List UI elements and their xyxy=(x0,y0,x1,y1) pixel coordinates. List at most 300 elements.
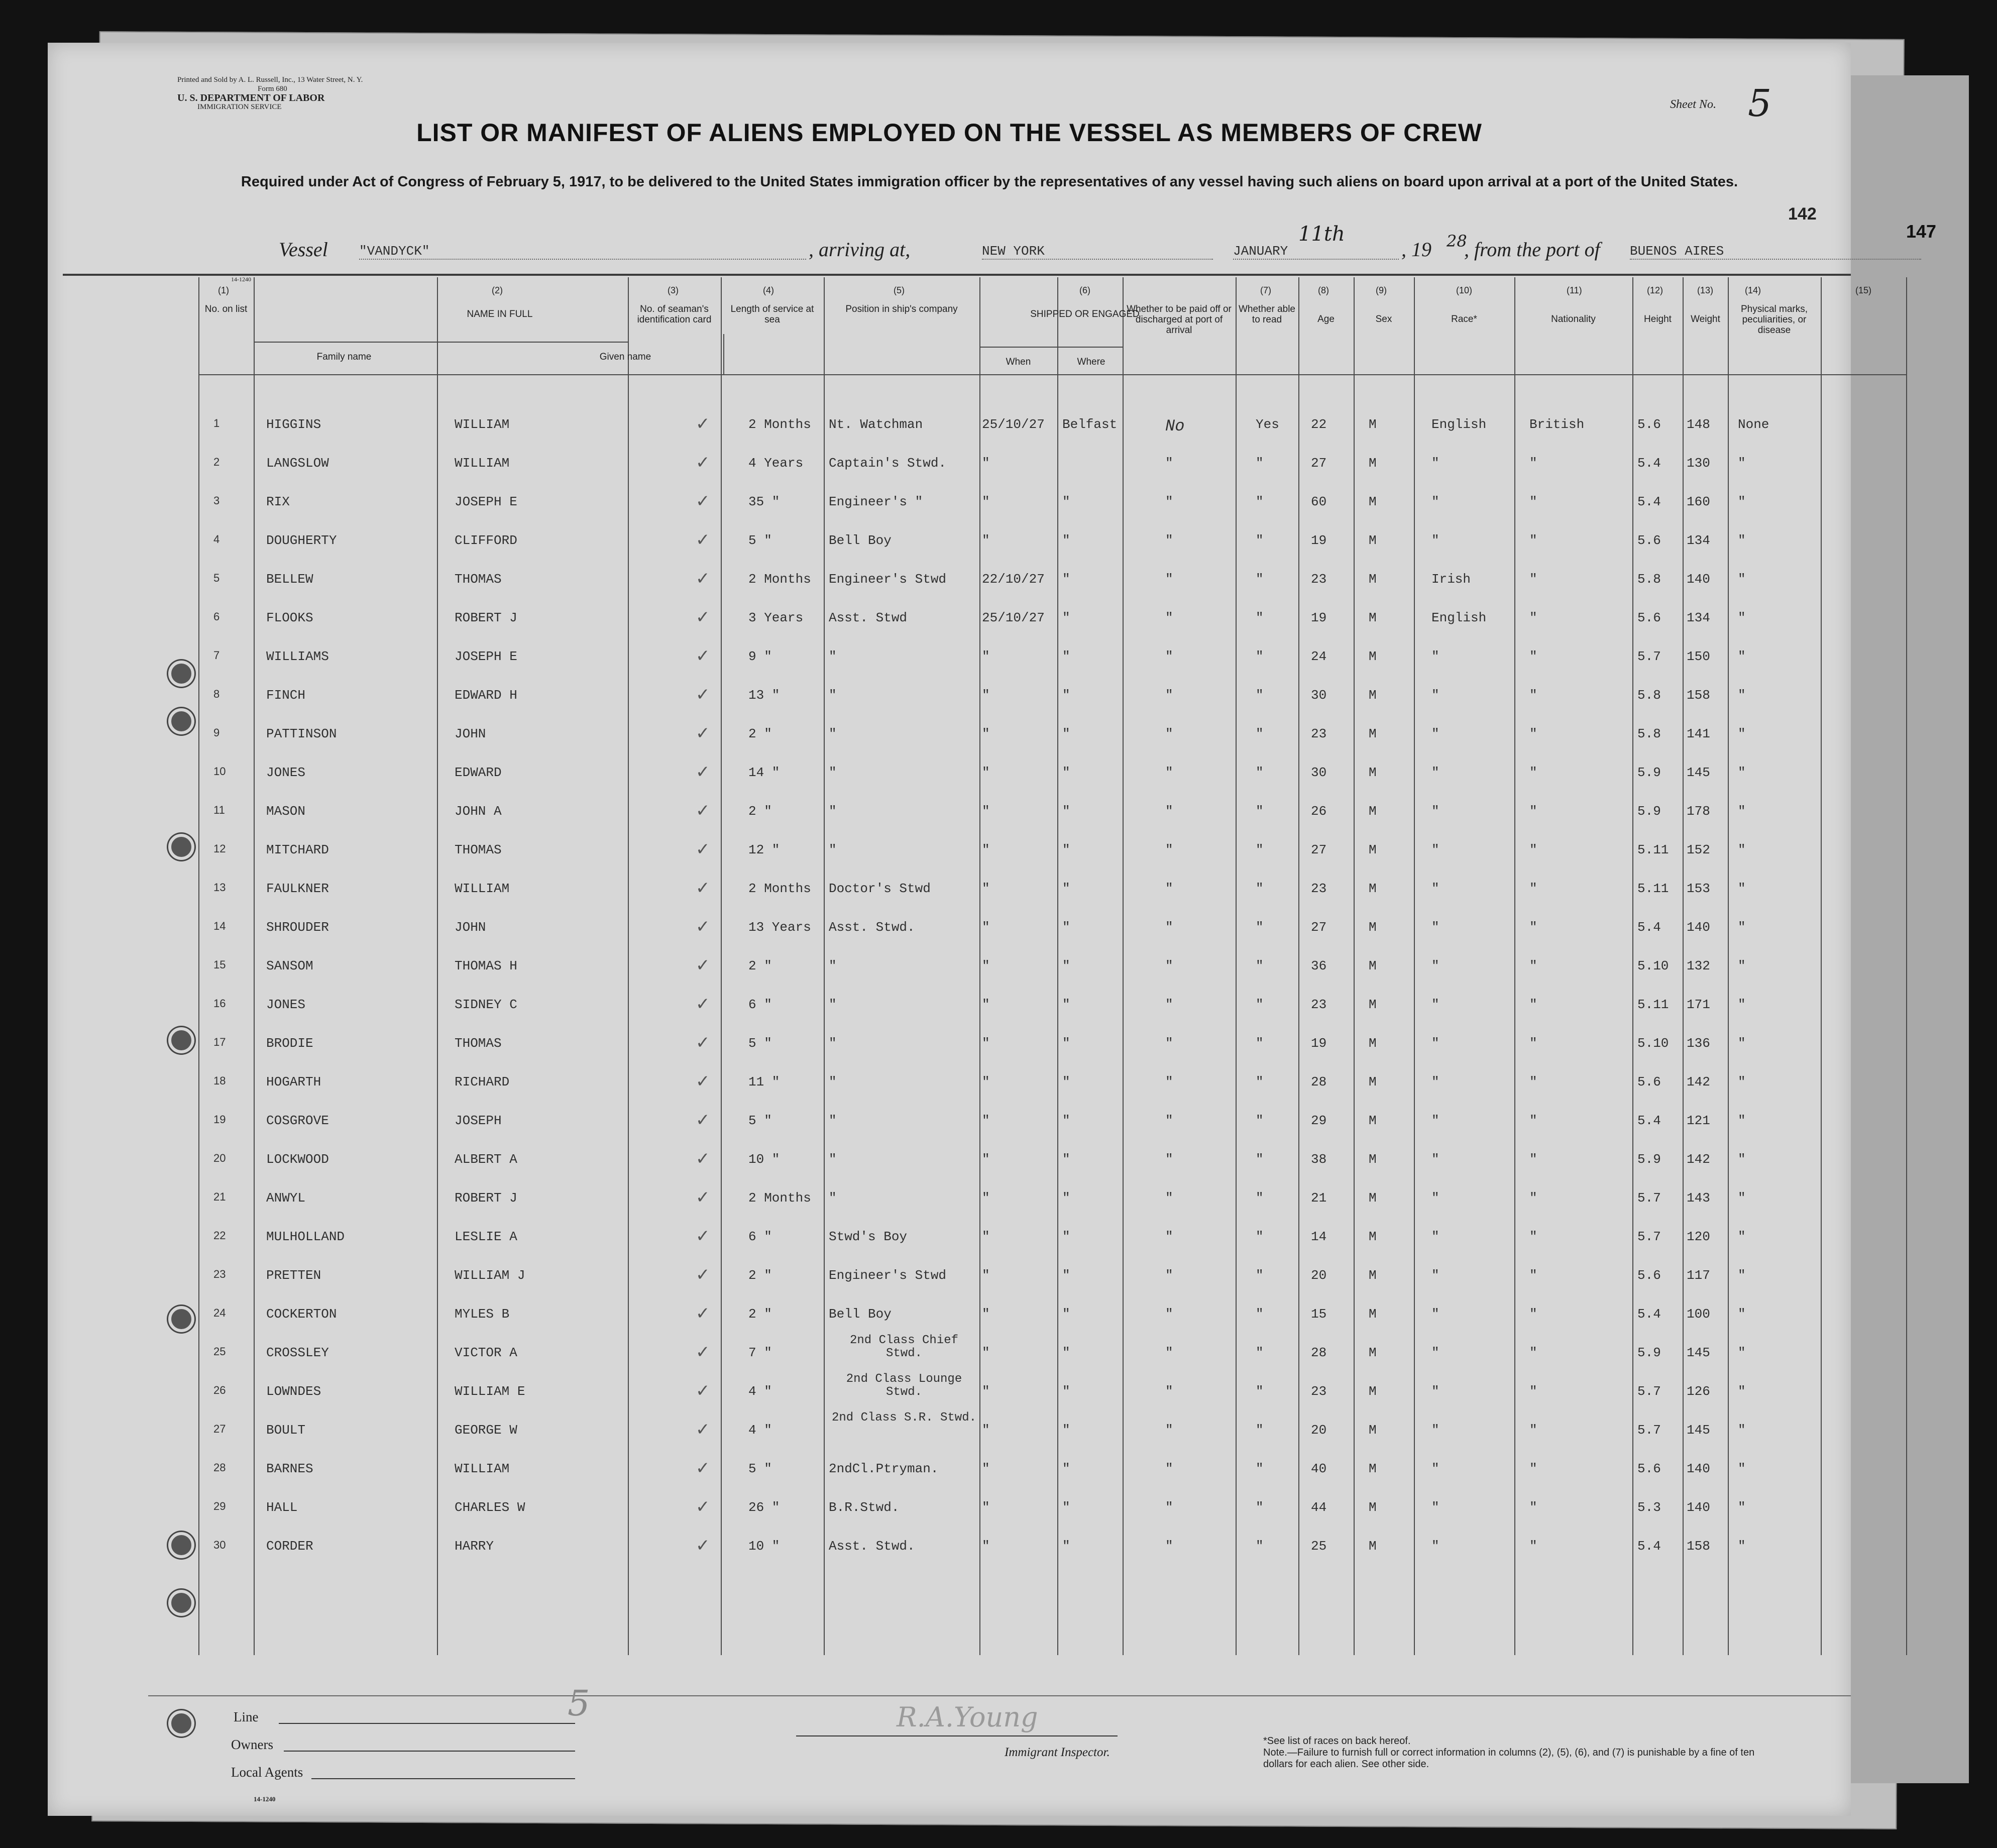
check-mark-icon: ✓ xyxy=(696,1033,710,1053)
age-cell: 22 xyxy=(1311,417,1327,432)
shipped-where-cell: Belfast xyxy=(1062,417,1118,432)
shipped-when-cell: " xyxy=(982,1074,990,1090)
shipped-where-cell: " xyxy=(1062,726,1070,741)
age-cell: 27 xyxy=(1311,920,1327,935)
check-mark-icon: ✓ xyxy=(696,1071,710,1092)
able-to-read-cell: " xyxy=(1256,456,1264,471)
weight-cell: 134 xyxy=(1687,533,1710,548)
row-number: 1 xyxy=(213,417,220,429)
paid-off-cell: No xyxy=(1165,417,1185,436)
check-mark-icon: ✓ xyxy=(696,1342,710,1362)
able-to-read-cell: " xyxy=(1256,1345,1264,1360)
height-cell: 5.6 xyxy=(1637,1074,1661,1090)
weight-cell: 100 xyxy=(1687,1307,1710,1322)
manifest-page xyxy=(48,43,1937,1816)
weight-cell: 142 xyxy=(1687,1074,1710,1090)
given-name-cell: EDWARD H xyxy=(455,688,517,703)
sex-cell: M xyxy=(1369,533,1377,548)
shipped-where-cell: " xyxy=(1062,842,1070,857)
race-cell: " xyxy=(1431,1345,1439,1360)
row-number: 11 xyxy=(213,804,225,816)
race-cell: " xyxy=(1431,1268,1439,1283)
shipped-when-cell: " xyxy=(982,1539,990,1554)
weight-cell: 142 xyxy=(1687,1152,1710,1167)
given-name-cell: ROBERT J xyxy=(455,610,517,625)
physical-marks-cell: " xyxy=(1738,920,1746,935)
nationality-cell: " xyxy=(1529,572,1537,587)
nationality-cell: " xyxy=(1529,533,1537,548)
shipped-when-cell: " xyxy=(982,881,990,896)
inspector-line xyxy=(796,1735,1118,1736)
age-cell: 25 xyxy=(1311,1539,1327,1554)
family-name-cell: FLOOKS xyxy=(266,610,313,625)
age-cell: 23 xyxy=(1311,572,1327,587)
column-number: (12) xyxy=(1647,285,1663,295)
physical-marks-cell: " xyxy=(1738,958,1746,973)
able-to-read-cell: " xyxy=(1256,688,1264,703)
height-cell: 5.8 xyxy=(1637,688,1661,703)
shipped-when-cell: " xyxy=(982,765,990,780)
sex-cell: M xyxy=(1369,1268,1377,1283)
nationality-cell: " xyxy=(1529,456,1537,471)
service-length-cell: 9 " xyxy=(748,649,772,664)
weight-cell: 158 xyxy=(1687,688,1710,703)
physical-marks-cell: " xyxy=(1738,572,1746,587)
given-name-cell: CLIFFORD xyxy=(455,533,517,548)
row-number: 26 xyxy=(213,1384,226,1396)
sex-cell: M xyxy=(1369,1384,1377,1399)
vessel-name: "VANDYCK" xyxy=(359,244,806,260)
shipped-when-cell: 22/10/27 xyxy=(982,572,1045,587)
given-name-cell: HARRY xyxy=(455,1539,494,1554)
column-number: (6) xyxy=(1079,285,1090,295)
physical-marks-cell: " xyxy=(1738,1307,1746,1322)
service-name: IMMIGRATION SERVICE xyxy=(197,103,282,111)
service-length-cell: 5 " xyxy=(748,533,772,548)
header-rule xyxy=(63,274,1851,276)
service-length-cell: 5 " xyxy=(748,1036,772,1051)
form-code-bottom: 14-1240 xyxy=(254,1795,276,1803)
service-length-cell: 13 Years xyxy=(748,920,811,935)
column-number: (10) xyxy=(1456,285,1473,295)
paid-off-cell: " xyxy=(1165,1345,1173,1360)
position-cell: 2nd Class Lounge Stwd. xyxy=(846,1372,962,1399)
position-cell: " xyxy=(829,1074,837,1090)
sex-cell: M xyxy=(1369,1500,1377,1515)
family-name-cell: BRODIE xyxy=(266,1036,313,1051)
column-number: (8) xyxy=(1318,285,1329,295)
shipped-when-cell: " xyxy=(982,533,990,548)
physical-marks-cell: " xyxy=(1738,842,1746,857)
shipped-when-cell: " xyxy=(982,456,990,471)
age-cell: 14 xyxy=(1311,1229,1327,1244)
shipped-where-cell: " xyxy=(1062,1268,1070,1283)
position-cell: Captain's Stwd. xyxy=(829,456,947,471)
age-cell: 19 xyxy=(1311,610,1327,625)
punch-hole xyxy=(168,1027,194,1053)
given-name-cell: JOSEPH E xyxy=(455,494,517,509)
able-to-read-cell: " xyxy=(1256,533,1264,548)
race-cell: Irish xyxy=(1431,572,1471,587)
shipped-when-cell: " xyxy=(982,1268,990,1283)
family-name-cell: COCKERTON xyxy=(266,1307,337,1322)
check-mark-icon: ✓ xyxy=(696,723,710,743)
physical-marks-cell: " xyxy=(1738,1113,1746,1128)
physical-marks-cell: " xyxy=(1738,1074,1746,1090)
nationality-cell: " xyxy=(1529,1152,1537,1167)
position-cell: Asst. Stwd xyxy=(829,610,908,625)
sex-cell: M xyxy=(1369,997,1377,1012)
given-name-cell: EDWARD xyxy=(455,765,502,780)
family-name-cell: JONES xyxy=(266,997,306,1012)
able-to-read-cell: " xyxy=(1256,1500,1264,1515)
column-number: (9) xyxy=(1376,285,1387,295)
column-rule xyxy=(1906,277,1907,1655)
shipped-where-cell: " xyxy=(1062,1345,1070,1360)
arrival-date: JANUARY xyxy=(1233,244,1399,260)
table-row xyxy=(48,1497,1851,1539)
age-cell: 38 xyxy=(1311,1152,1327,1167)
row-number: 21 xyxy=(213,1190,226,1203)
given-name-cell: RICHARD xyxy=(455,1074,510,1090)
arriving-label: , arriving at, xyxy=(809,238,911,261)
punch-hole xyxy=(168,708,194,734)
given-name-cell: CHARLES W xyxy=(455,1500,525,1515)
weight-cell: 126 xyxy=(1687,1384,1710,1399)
position-cell: " xyxy=(829,997,837,1012)
service-length-cell: 11 " xyxy=(748,1074,780,1090)
local-agents-label: Local Agents xyxy=(231,1765,303,1780)
shipped-where-cell: " xyxy=(1062,1036,1070,1051)
nationality-cell: " xyxy=(1529,1074,1537,1090)
departure-port: BUENOS AIRES xyxy=(1630,244,1921,260)
check-mark-icon: ✓ xyxy=(696,955,710,975)
height-cell: 5.6 xyxy=(1637,1461,1661,1476)
nationality-cell: " xyxy=(1529,765,1537,780)
header-height: Height xyxy=(1644,314,1672,324)
race-cell: " xyxy=(1431,1500,1439,1515)
paid-off-cell: " xyxy=(1165,1190,1173,1206)
check-mark-icon: ✓ xyxy=(696,917,710,937)
race-cell: " xyxy=(1431,1074,1439,1090)
race-cell: " xyxy=(1431,997,1439,1012)
physical-marks-cell: " xyxy=(1738,804,1746,819)
height-cell: 5.11 xyxy=(1637,997,1669,1012)
shipped-when-cell: " xyxy=(982,1423,990,1438)
height-cell: 5.6 xyxy=(1637,417,1661,432)
age-cell: 29 xyxy=(1311,1113,1327,1128)
shipped-where-cell: " xyxy=(1062,1384,1070,1399)
paid-off-cell: " xyxy=(1165,920,1173,935)
given-name-cell: ROBERT J xyxy=(455,1190,517,1206)
age-cell: 20 xyxy=(1311,1268,1327,1283)
row-number: 20 xyxy=(213,1152,226,1164)
shipped-when-cell: " xyxy=(982,958,990,973)
able-to-read-cell: " xyxy=(1256,881,1264,896)
weight-cell: 145 xyxy=(1687,1423,1710,1438)
service-length-cell: 7 " xyxy=(748,1345,772,1360)
race-cell: " xyxy=(1431,1152,1439,1167)
given-name-cell: WILLIAM xyxy=(455,1461,510,1476)
age-cell: 26 xyxy=(1311,804,1327,819)
row-number: 27 xyxy=(213,1423,226,1435)
table-row xyxy=(48,994,1851,1036)
shipped-where-cell: " xyxy=(1062,1074,1070,1090)
age-cell: 28 xyxy=(1311,1345,1327,1360)
shipped-where-cell: " xyxy=(1062,533,1070,548)
header-nationality: Nationality xyxy=(1551,314,1596,324)
position-cell: Bell Boy xyxy=(829,533,892,548)
nationality-cell: " xyxy=(1529,1384,1537,1399)
row-number: 16 xyxy=(213,997,226,1010)
family-name-cell: BARNES xyxy=(266,1461,313,1476)
header-given-name: Given name xyxy=(599,352,651,362)
height-cell: 5.3 xyxy=(1637,1500,1661,1515)
sex-cell: M xyxy=(1369,649,1377,664)
position-cell: Stwd's Boy xyxy=(829,1229,908,1244)
able-to-read-cell: " xyxy=(1256,726,1264,741)
physical-marks-cell: " xyxy=(1738,688,1746,703)
physical-marks-cell: " xyxy=(1738,1229,1746,1244)
family-name-cell: DOUGHERTY xyxy=(266,533,337,548)
position-cell: " xyxy=(829,958,837,973)
paid-off-cell: " xyxy=(1165,958,1173,973)
row-number: 29 xyxy=(213,1500,226,1512)
weight-cell: 148 xyxy=(1687,417,1710,432)
age-cell: 19 xyxy=(1311,1036,1327,1051)
shipped-where-cell: " xyxy=(1062,958,1070,973)
given-name-cell: WILLIAM xyxy=(455,417,510,432)
able-to-read-cell: " xyxy=(1256,1229,1264,1244)
family-name-cell: FINCH xyxy=(266,688,306,703)
shipped-when-cell: 25/10/27 xyxy=(982,610,1045,625)
height-cell: 5.10 xyxy=(1637,958,1669,973)
weight-cell: 141 xyxy=(1687,726,1710,741)
shipped-where-cell: " xyxy=(1062,610,1070,625)
shipped-where-cell: " xyxy=(1062,1423,1070,1438)
height-cell: 5.11 xyxy=(1637,842,1669,857)
header-name-in-full: NAME IN FULL xyxy=(467,309,533,319)
height-cell: 5.9 xyxy=(1637,1345,1661,1360)
sex-cell: M xyxy=(1369,1345,1377,1360)
row-number: 30 xyxy=(213,1539,226,1551)
shipped-when-cell: " xyxy=(982,1190,990,1206)
physical-marks-cell: " xyxy=(1738,456,1746,471)
height-cell: 5.9 xyxy=(1637,1152,1661,1167)
service-length-cell: 13 " xyxy=(748,688,780,703)
race-cell: " xyxy=(1431,688,1439,703)
sex-cell: M xyxy=(1369,726,1377,741)
physical-marks-cell: " xyxy=(1738,1345,1746,1360)
height-cell: 5.4 xyxy=(1637,494,1661,509)
paid-off-cell: " xyxy=(1165,1113,1173,1128)
physical-marks-cell: " xyxy=(1738,610,1746,625)
table-row xyxy=(48,607,1851,649)
able-to-read-cell: " xyxy=(1256,1539,1264,1554)
shipped-when-cell: 25/10/27 xyxy=(982,417,1045,432)
footer-rule xyxy=(148,1695,1851,1696)
family-name-cell: MASON xyxy=(266,804,306,819)
row-number: 28 xyxy=(213,1461,226,1474)
column-number: (3) xyxy=(668,285,679,295)
given-name-cell: JOHN xyxy=(455,726,486,741)
race-cell: " xyxy=(1431,1461,1439,1476)
nationality-cell: " xyxy=(1529,610,1537,625)
position-cell: 2ndCl.Ptryman. xyxy=(829,1461,939,1476)
header-position: Position in ship's company xyxy=(845,304,958,314)
nationality-cell: " xyxy=(1529,1113,1537,1128)
age-cell: 40 xyxy=(1311,1461,1327,1476)
physical-marks-cell: " xyxy=(1738,726,1746,741)
height-cell: 5.9 xyxy=(1637,765,1661,780)
row-number: 3 xyxy=(213,494,220,507)
weight-cell: 158 xyxy=(1687,1539,1710,1554)
nationality-cell: " xyxy=(1529,881,1537,896)
given-name-cell: WILLIAM xyxy=(455,456,510,471)
service-length-cell: 26 " xyxy=(748,1500,780,1515)
check-mark-icon: ✓ xyxy=(696,530,710,550)
paid-off-cell: " xyxy=(1165,688,1173,703)
paid-off-cell: " xyxy=(1165,1461,1173,1476)
race-cell: " xyxy=(1431,920,1439,935)
table-row xyxy=(48,878,1851,920)
shipped-where-cell: " xyxy=(1062,765,1070,780)
family-name-cell: SANSOM xyxy=(266,958,313,973)
weight-cell: 121 xyxy=(1687,1113,1710,1128)
able-to-read-cell: " xyxy=(1256,804,1264,819)
paid-off-cell: " xyxy=(1165,610,1173,625)
service-length-cell: 6 " xyxy=(748,1229,772,1244)
paid-off-cell: " xyxy=(1165,726,1173,741)
nationality-cell: " xyxy=(1529,1539,1537,1554)
service-length-cell: 14 " xyxy=(748,765,780,780)
shipped-where-cell: " xyxy=(1062,1190,1070,1206)
physical-marks-cell: " xyxy=(1738,881,1746,896)
height-cell: 5.6 xyxy=(1637,610,1661,625)
check-mark-icon: ✓ xyxy=(696,1265,710,1285)
shipped-split-rule xyxy=(979,347,1123,348)
race-cell: " xyxy=(1431,1036,1439,1051)
column-number: (1) xyxy=(218,285,229,295)
paid-off-cell: " xyxy=(1165,1268,1173,1283)
table-row xyxy=(48,1149,1851,1190)
sex-cell: M xyxy=(1369,765,1377,780)
penalty-note: Note.—Failure to furnish full or correct information in columns (2), (5), (6), and (7) is punishable by a fine of ten dollars for each alien. See other side. xyxy=(1263,1747,1755,1770)
sex-cell: M xyxy=(1369,572,1377,587)
service-length-cell: 12 " xyxy=(748,842,780,857)
given-name-cell: JOHN xyxy=(455,920,486,935)
year-prefix: , 19 xyxy=(1401,238,1431,261)
race-cell: " xyxy=(1431,1190,1439,1206)
check-mark-icon: ✓ xyxy=(696,1420,710,1440)
header-paid-off: Whether to be paid off or discharged at port of arrival xyxy=(1127,304,1232,336)
given-name-cell: THOMAS H xyxy=(455,958,517,973)
punch-hole xyxy=(168,1590,194,1616)
sex-cell: M xyxy=(1369,417,1377,432)
table-row xyxy=(48,530,1851,572)
shipped-where-cell: " xyxy=(1062,804,1070,819)
sex-cell: M xyxy=(1369,456,1377,471)
row-number: 17 xyxy=(213,1036,226,1048)
shipped-when-cell: " xyxy=(982,1113,990,1128)
physical-marks-cell: " xyxy=(1738,533,1746,548)
check-mark-icon: ✓ xyxy=(696,491,710,511)
weight-cell: 143 xyxy=(1687,1190,1710,1206)
table-row xyxy=(48,801,1851,842)
check-mark-icon: ✓ xyxy=(696,1187,710,1208)
weight-cell: 145 xyxy=(1687,1345,1710,1360)
given-name-cell: JOSEPH E xyxy=(455,649,517,664)
shipped-when-cell: " xyxy=(982,494,990,509)
sex-cell: M xyxy=(1369,881,1377,896)
race-cell: " xyxy=(1431,456,1439,471)
physical-marks-cell: " xyxy=(1738,1423,1746,1438)
physical-marks-cell: " xyxy=(1738,997,1746,1012)
family-name-cell: MULHOLLAND xyxy=(266,1229,345,1244)
family-name-cell: COSGROVE xyxy=(266,1113,329,1128)
family-name-cell: HALL xyxy=(266,1500,298,1515)
shipped-when-cell: " xyxy=(982,1036,990,1051)
sex-cell: M xyxy=(1369,958,1377,973)
family-name-cell: RIX xyxy=(266,494,290,509)
age-cell: 24 xyxy=(1311,649,1327,664)
form-number: Form 680 xyxy=(258,85,287,93)
position-cell: " xyxy=(829,1036,837,1051)
physical-marks-cell: " xyxy=(1738,1152,1746,1167)
nationality-cell: " xyxy=(1529,1190,1537,1206)
nationality-cell: " xyxy=(1529,804,1537,819)
column-number: (4) xyxy=(763,285,774,295)
shipped-when-cell: " xyxy=(982,1461,990,1476)
height-cell: 5.6 xyxy=(1637,1268,1661,1283)
sex-cell: M xyxy=(1369,1190,1377,1206)
race-cell: " xyxy=(1431,726,1439,741)
row-number: 23 xyxy=(213,1268,226,1280)
shipped-when-cell: " xyxy=(982,920,990,935)
family-name-cell: CORDER xyxy=(266,1539,313,1554)
weight-cell: 132 xyxy=(1687,958,1710,973)
row-number: 7 xyxy=(213,649,220,662)
race-cell: " xyxy=(1431,1307,1439,1322)
row-number: 18 xyxy=(213,1074,226,1087)
age-cell: 30 xyxy=(1311,688,1327,703)
physical-marks-cell: " xyxy=(1738,1384,1746,1399)
shipped-when-cell: " xyxy=(982,1307,990,1322)
check-mark-icon: ✓ xyxy=(696,762,710,782)
able-to-read-cell: " xyxy=(1256,1307,1264,1322)
paid-off-cell: " xyxy=(1165,1036,1173,1051)
physical-marks-cell: " xyxy=(1738,1190,1746,1206)
paid-off-cell: " xyxy=(1165,456,1173,471)
age-cell: 19 xyxy=(1311,533,1327,548)
shipped-when-cell: " xyxy=(982,688,990,703)
able-to-read-cell: " xyxy=(1256,920,1264,935)
header-weight: Weight xyxy=(1691,314,1720,324)
race-cell: " xyxy=(1431,494,1439,509)
column-number: (13) xyxy=(1697,285,1714,295)
header-no-on-list: No. on list xyxy=(204,304,248,314)
sex-cell: M xyxy=(1369,1074,1377,1090)
sex-cell: M xyxy=(1369,1152,1377,1167)
given-name-cell: THOMAS xyxy=(455,1036,502,1051)
service-length-cell: 5 " xyxy=(748,1113,772,1128)
service-length-cell: 2 Months xyxy=(748,572,811,587)
family-name-cell: ANWYL xyxy=(266,1190,306,1206)
sex-cell: M xyxy=(1369,1036,1377,1051)
age-cell: 60 xyxy=(1311,494,1327,509)
table-row xyxy=(48,685,1851,726)
age-cell: 30 xyxy=(1311,765,1327,780)
